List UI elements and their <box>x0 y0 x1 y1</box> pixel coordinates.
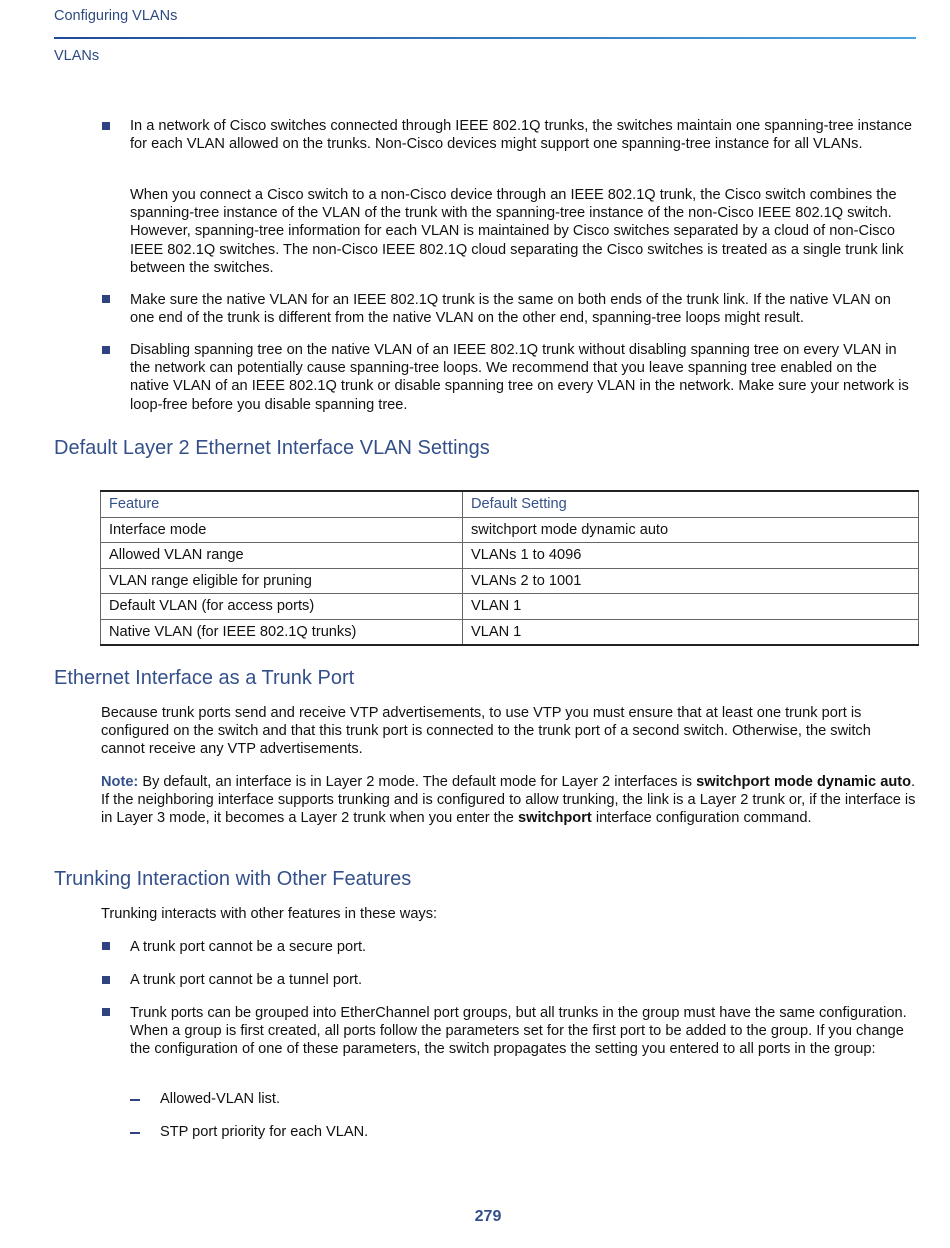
section-heading-trunk-port: Ethernet Interface as a Trunk Port <box>54 667 355 689</box>
sub-list-item: STP port priority for each VLAN. <box>160 1124 369 1140</box>
column-header: Default Setting <box>463 491 919 517</box>
bullet-item: In a network of Cisco switches connected through IEEE 802.1Q trunks, the switches maintain one spanning-tree instance for each VLAN allowed on the trunks. Non-Cisco devices might support one spanning-tree instance for all VLANs. <box>130 118 913 153</box>
interaction-intro: Trunking interacts with other features in these ways: <box>101 906 438 922</box>
table-row <box>101 594 919 620</box>
bullet-item: Trunk ports can be grouped into EtherChannel port groups, but all trunks in the group must have the same configuration. When a group is first created, all ports follow the parameters set for the first port to be added to the group. If you change the configuration of one of these parameters, the switch propagates the setting you entered to all ports in the group: <box>130 1005 907 1058</box>
table-cell: VLANs 1 to 4096 <box>463 543 919 569</box>
table-header-row <box>101 491 919 517</box>
table-cell: VLAN range eligible for pruning <box>101 568 463 594</box>
dash-marker <box>130 1099 140 1101</box>
bullet-marker <box>102 1008 110 1016</box>
trunk-paragraph: Because trunk ports send and receive VTP advertisements, to use VTP you must ensure that at least one trunk port is configured on the switch and that this trunk port is connected to the trunk port of a second switch. Otherwise, the switch cannot receive any VTP advertisements. <box>101 705 871 758</box>
table-row <box>101 568 919 594</box>
bullet-marker <box>102 976 110 984</box>
bullet-marker <box>102 122 110 130</box>
note-command: switchport <box>517 810 592 827</box>
note-text: interface configuration command. <box>591 810 812 827</box>
default-settings-table <box>100 490 919 646</box>
bullet-followup: When you connect a Cisco switch to a non-Cisco device through an IEEE 802.1Q trunk, the Cisco switch combines the spanning-tree instance of the VLAN of the trunk with the spanning-tree instance of the non-Cisco IEEE 802.1Q switch. However, spanning-tree information for each VLAN is maintained by Cisco switches separated by a cloud of non-Cisco IEEE 802.1Q switches. The non-Cisco IEEE 802.1Q cloud separating the Cisco switches is treated as a single trunk link between the switches. <box>130 187 904 276</box>
note-text: . If the neighboring interface supports trunking and is configured to allow trunking, the link is a Layer 2 trunk or, if the interface is in Layer 3 mode, it becomes a Layer 2 trunk when you enter the <box>101 774 916 827</box>
section-breadcrumb: VLANs <box>54 48 100 64</box>
bullet-item: Make sure the native VLAN for an IEEE 802.1Q trunk is the same on both ends of the trunk link. If the native VLAN on one end of the trunk is different from the native VLAN on the other end, spanning-tree loops might result. <box>130 292 891 327</box>
table-cell: Default VLAN (for access ports) <box>101 594 463 620</box>
bullet-marker <box>102 942 110 950</box>
section-heading-defaults: Default Layer 2 Ethernet Interface VLAN Settings <box>54 437 490 459</box>
page-number: 279 <box>474 1208 502 1225</box>
table-cell: VLAN 1 <box>463 594 919 620</box>
section-heading-interaction: Trunking Interaction with Other Features <box>54 868 412 890</box>
bullet-marker <box>102 295 110 303</box>
bullet-item: Disabling spanning tree on the native VLAN of an IEEE 802.1Q trunk without disabling spanning tree on every VLAN in the network can potentially cause spanning-tree loops. We recommend that you leave spanning tree enabled on the native VLAN of an IEEE 802.1Q trunk or disable spanning tree on every VLAN in the network. Make sure your network is loop-free before you disable spanning tree. <box>130 342 909 413</box>
table-row <box>101 517 919 543</box>
table-cell: VLAN 1 <box>463 619 919 645</box>
header-rule <box>54 37 916 39</box>
dash-marker <box>130 1132 140 1134</box>
column-header: Feature <box>101 491 463 517</box>
note-paragraph <box>101 773 916 828</box>
table-row <box>101 619 919 645</box>
bullet-item: A trunk port cannot be a tunnel port. <box>130 972 363 988</box>
table-cell: Interface mode <box>101 517 463 543</box>
chapter-title: Configuring VLANs <box>54 8 178 24</box>
table-cell: switchport mode dynamic auto <box>463 517 919 543</box>
note-command: switchport mode dynamic auto <box>696 774 912 790</box>
note-text: By default, an interface is in Layer 2 mode. The default mode for Layer 2 interfaces is <box>138 774 697 790</box>
table-cell: Allowed VLAN range <box>101 543 463 569</box>
note-label: Note: <box>101 774 139 790</box>
table-row <box>101 543 919 569</box>
bullet-item: A trunk port cannot be a secure port. <box>130 939 367 955</box>
bullet-marker <box>102 346 110 354</box>
table-cell: Native VLAN (for IEEE 802.1Q trunks) <box>101 619 463 645</box>
sub-list-item: Allowed-VLAN list. <box>160 1091 281 1107</box>
table-cell: VLANs 2 to 1001 <box>463 568 919 594</box>
